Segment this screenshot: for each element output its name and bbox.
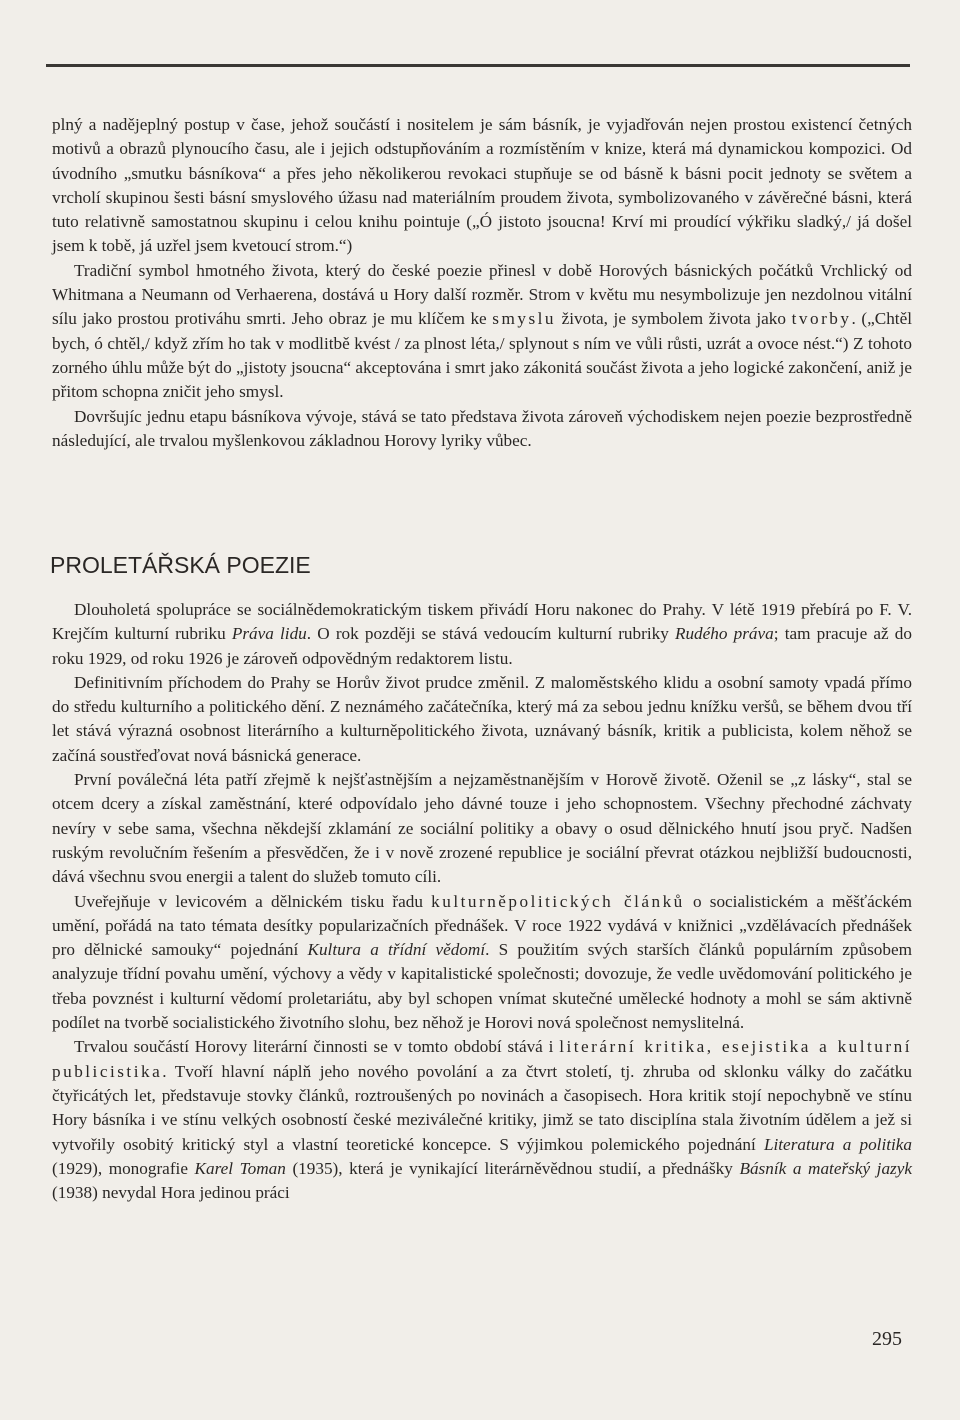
- text-run: . S použitím svých starších článků populárním způsobem analyzuje třídní povahu umění, výchovy a vědy v kapitalistické společnosti; dovozuje, že vedle uvědomování politického je třeba povznést i kulturní vědomí proletariátu, aby byl schopen vnímat skutečné umělecké hodnoty a mohl se sám aktivně podílet na tvorbě socialistického životního slohu, bez něhož je Horovi nová společnost nemyslitelná.: [52, 940, 912, 1033]
- spaced-text: tvorby: [791, 309, 852, 329]
- paragraph: [52, 890, 912, 1036]
- italic-title: Kultura a třídní vědomí: [307, 940, 486, 960]
- text-run: Trvalou součástí Horovy literární činnosti se v tomto období stává i: [74, 1037, 560, 1057]
- text-run: Tradiční symbol hmotného života, který do české poezie přinesl v době Horových básnických počátků Vrchlický od Whitmana a Neumann od Verhaerena, dostává u Hory další rozměr. Strom v květu mu nesymbolizuje jen nezdolnou vitální sílu jako prostou protiváhu smrti. Jeho obraz je mu klíčem ke: [52, 260, 912, 329]
- paragraph: plný a nadějeplný postup v čase, jehož součástí i nositelem je sám básník, je vyjadřován nejen prostou existencí četných motivů a obrazů plynoucího času, ale i jejich odstupňováním a rozmístěním v knize, která má dynamickou kompozici. Od úvodního „smutku básníkova“ a přes jeho několikerou revokaci stupňuje se od básně k básni pocit jednoty se světem a vrcholí skupinou šesti básní smyslového úžasu nad materiálním proudem života, symbolizovaného v závěrečné básni, která tuto relativně samostatnou skupinu i celou knihu pointuje („Ó jistoto jsoucna! Krví mi proudící výkřiku sladký,/ já došel jsem k tobě, já uzřel jsem kvetoucí strom.“): [52, 115, 912, 256]
- text-run: o socialistickém a měšťáckém umění, pořádá na tato témata desítky popularizačních přednášek. V roce 1922 vydává v knižnici „vzdělávacích přednášek pro dělnické samouky“ pojednání: [52, 891, 912, 960]
- paragraph: Dovršujíc jednu etapu básníkova vývoje, stává se tato představa života zároveň východiskem nejen poezie bezprostředně následující, ale trvalou myšlenkovou základnou Horovy lyriky vůbec.: [52, 406, 912, 450]
- text-block-1: [52, 113, 912, 453]
- text-block-2: [52, 598, 912, 1205]
- text-run: Dlouholetá spolupráce se sociálnědemokratickým tiskem přivádí Horu nakonec do Prahy. V létě 1919 přebírá po F. V. Krejčím kulturní rubriku: [52, 600, 912, 644]
- italic-title: Rudého práva: [674, 624, 774, 644]
- paragraph: Definitivním příchodem do Prahy se Horův život prudce změnil. Z maloměstského klidu a osobní samoty vpadá přímo do středu kulturního a politického dění. Z neznámého začátečníka, který má za sebou jednu knížku veršů, se během dvou tří let stává výrazná osobnost literárního a kulturněpolitického života, uznávaný básník, kritik a publicista, kolem něhož se začíná soustřeďovat nová básnická generace.: [52, 672, 912, 765]
- text-run: Uveřejňuje v levicovém a dělnickém tisku řadu: [74, 891, 432, 911]
- text-run: . Tvoří hlavní náplň jeho nového povolání a za čtvrt století, tj. zhruba od sklonku války do začátku čtyřicátých let, představuje stovky článků, roztroušených po novinách a časopisech. Hora kritik stojí nepochybně ve stínu Hory básníka i ve stínu velkých osobností české meziválečné kritiky, jimž se tato disciplína stala životním údělem a jež si vytvořily osobitý kritický styl a vlastní teoretické koncepce. S výjimkou polemického pojednání: [52, 1061, 912, 1154]
- italic-title: Básník a mateřský jazyk: [739, 1158, 913, 1178]
- text-run: (1935), která je vynikající literárněvědnou studií, a přednášky: [285, 1158, 740, 1178]
- text-run: života, je symbolem života jako: [556, 309, 792, 329]
- paragraph: [52, 598, 912, 671]
- spaced-text: kulturněpolitických článků: [431, 891, 685, 911]
- text-run: ; tam pracuje až do roku 1929, od roku 1926 je zároveň odpovědným redaktorem listu.: [52, 624, 912, 668]
- text-run: . O rok později se stává vedoucím kulturní rubriky: [306, 624, 675, 644]
- paragraph: První poválečná léta patří zřejmě k nejšťastnějším a nejzaměstnanějším v Horově životě. Oženil se „z lásky“, stal se otcem dcery a získal zaměstnání, které odpovídalo jeho dávné touze i jeho schopnostem. Všechny přechodné záchvaty nevíry v sebe sama, všechna někdejší zklamání ze sociální politiky a obavy o osud dělnického hnutí jsou pryč. Nadšen ruským revolučním řešením a přesvědčen, že i v nově zrozené republice je sociální převrat otázkou nejbližší budoucnosti, dává všechnu svou energii a talent do služeb tomuto cíli.: [52, 770, 912, 887]
- spaced-text: smyslu: [492, 309, 557, 329]
- paragraph: [52, 259, 912, 405]
- italic-title: Literatura a politika: [763, 1134, 912, 1154]
- paragraph: [52, 1035, 912, 1205]
- section-heading: PROLETÁŘSKÁ POEZIE: [50, 552, 311, 578]
- italic-title: Karel Toman: [194, 1158, 286, 1178]
- italic-title: Práva lidu: [231, 624, 307, 644]
- page-number: 295: [872, 1328, 902, 1350]
- text-run: (1929), monografie: [52, 1158, 195, 1178]
- header-rule: [46, 64, 910, 67]
- text-run: . („Chtěl bych, ó chtěl,/ když zřím ho tak v modlitbě kvést / za plnost léta,/ splynout s ním ve vůli růsti, uzrát a ovoce nést.“) Z tohoto zorného úhlu může být do „jistoty jsoucna“ akceptována i smrt jako zákonitá součást života a jeho logické zakončení, aniž je přitom schopna zničit jeho smysl.: [52, 309, 912, 402]
- spaced-text: literární kritika, esejistika a kulturní publicistika: [52, 1037, 912, 1081]
- text-run: (1938) nevydal Hora jedinou práci: [52, 1183, 290, 1203]
